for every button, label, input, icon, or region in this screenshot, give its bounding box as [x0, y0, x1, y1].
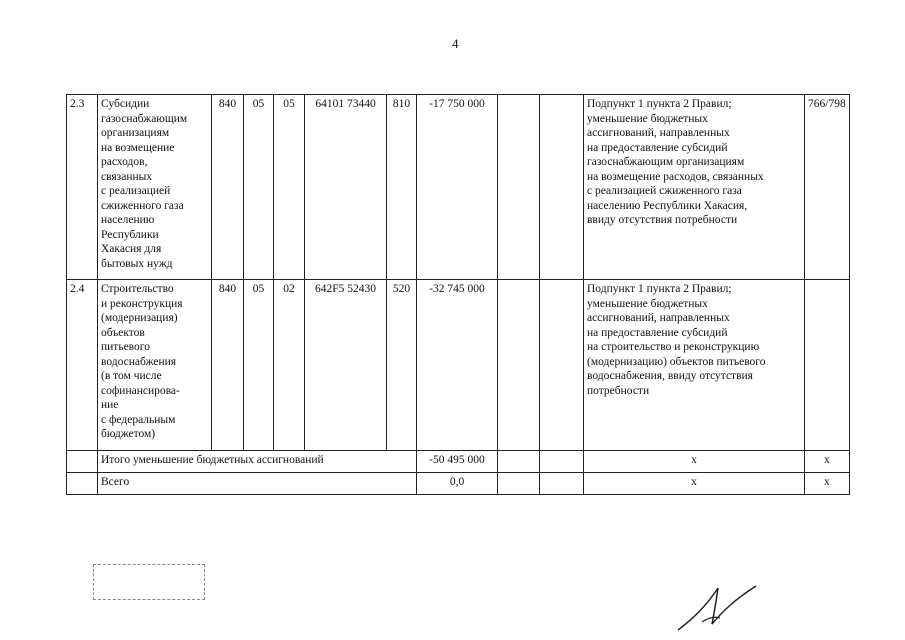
subsection-code: 05	[274, 95, 305, 280]
grand-total-ref-mark: x	[805, 473, 850, 495]
empty-cell	[540, 451, 584, 473]
grand-total-amount: 0,0	[417, 473, 498, 495]
row-number: 2.4	[67, 280, 98, 451]
faint-stamp	[93, 564, 205, 600]
row-number: 2.3	[67, 95, 98, 280]
table-row	[67, 95, 850, 280]
empty-cell	[498, 473, 540, 495]
change-amount: -17 750 000	[417, 95, 498, 280]
empty-cell	[67, 473, 98, 495]
page-number: 4	[452, 36, 459, 51]
expense-type-code: 810	[387, 95, 417, 280]
expense-name: Субсидии газоснабжающим организациям на возмещение расходов, связанных с реализацией сжиженного газа населению Республики Хакасия для бытовых нужд	[98, 95, 212, 280]
change-basis: Подпункт 1 пункта 2 Правил; уменьшение бюджетных ассигнований, направленных на предоставление субсидий газоснабжающим организациям на возмещение расходов, связанных с реализацией сжиженного газа населению Республики Хакасия, ввиду отсутствия потребности	[584, 95, 805, 280]
empty-cell	[67, 451, 98, 473]
grand-total-label: Всего	[98, 473, 417, 495]
subsection-code: 02	[274, 280, 305, 451]
section-code: 05	[244, 95, 274, 280]
total-ref-mark: x	[805, 451, 850, 473]
signature	[672, 578, 762, 634]
section-code: 05	[244, 280, 274, 451]
expense-type-code: 520	[387, 280, 417, 451]
grand-total-row	[67, 473, 850, 495]
target-article-code: 64101 73440	[305, 95, 387, 280]
total-amount: -50 495 000	[417, 451, 498, 473]
empty-cell	[540, 95, 584, 280]
empty-cell	[498, 95, 540, 280]
change-amount: -32 745 000	[417, 280, 498, 451]
empty-cell	[540, 280, 584, 451]
grand-total-basis-mark: x	[584, 473, 805, 495]
budget-changes-table	[66, 94, 850, 495]
empty-cell	[498, 451, 540, 473]
target-article-code: 642F5 52430	[305, 280, 387, 451]
total-basis-mark: x	[584, 451, 805, 473]
expense-name: Строительство и реконструкция (модернизация) объектов питьевого водоснабжения (в том числе софинансирова- ние с федеральным бюджетом)	[98, 280, 212, 451]
empty-cell	[498, 280, 540, 451]
reference-number: 766/798	[805, 95, 850, 280]
table-row	[67, 280, 850, 451]
reference-number	[805, 280, 850, 451]
grbs-code: 840	[212, 95, 244, 280]
change-basis: Подпункт 1 пункта 2 Правил; уменьшение бюджетных ассигнований, направленных на предоставление субсидий на строительство и реконструкцию (модернизацию) объектов питьевого водоснабжения, ввиду отсутствия потребности	[584, 280, 805, 451]
total-row	[67, 451, 850, 473]
empty-cell	[540, 473, 584, 495]
grbs-code: 840	[212, 280, 244, 451]
total-label: Итого уменьшение бюджетных ассигнований	[98, 451, 417, 473]
